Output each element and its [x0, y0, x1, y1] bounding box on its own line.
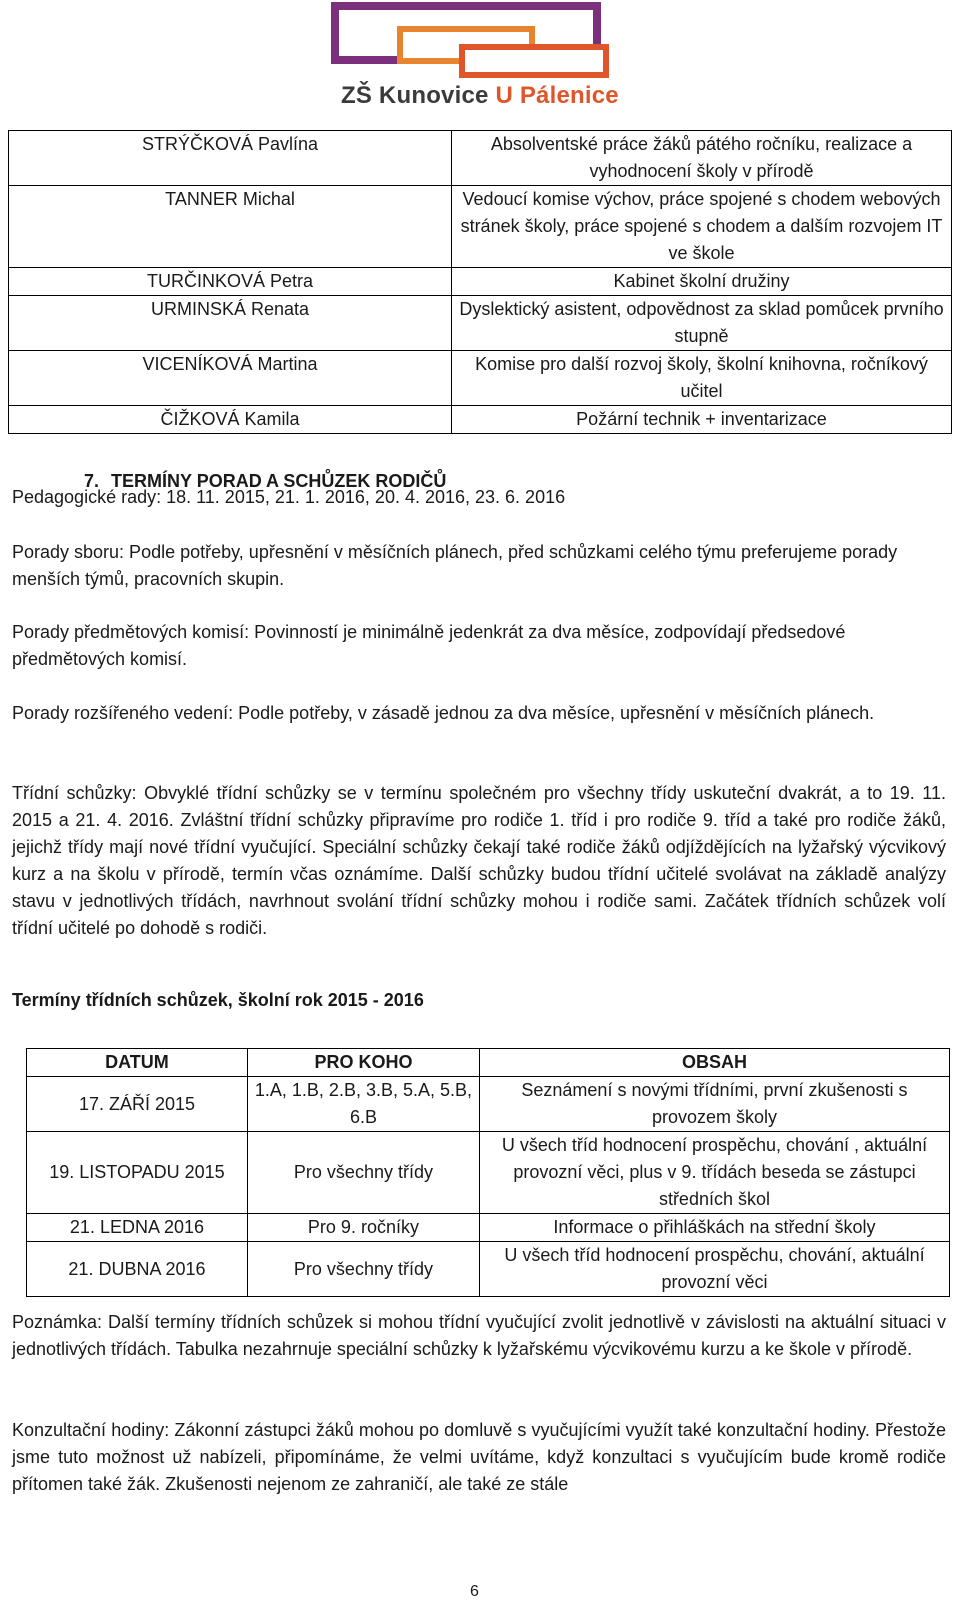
staff-duty: Komise pro další rozvoj školy, školní knihovna, ročníkový učitel: [452, 351, 952, 406]
school-logo: [331, 2, 627, 114]
staff-name: STRÝČKOVÁ Pavlína: [9, 131, 452, 186]
table-row: [9, 351, 952, 406]
meeting-audience: Pro 9. ročníky: [247, 1214, 479, 1242]
staff-duty: Absolventské práce žáků pátého ročníku, realizace a vyhodnocení školy v přírodě: [452, 131, 952, 186]
meeting-audience: 1.A, 1.B, 2.B, 3.B, 5.A, 5.B, 6.B: [247, 1077, 479, 1132]
meeting-audience: Pro všechny třídy: [247, 1242, 479, 1297]
table-row: [27, 1077, 950, 1132]
staff-name: VICENÍKOVÁ Martina: [9, 351, 452, 406]
section-title: TERMÍNY PORAD A SCHŮZEK RODIČŮ: [111, 471, 447, 491]
meeting-date: 21. LEDNA 2016: [27, 1214, 248, 1242]
staff-duty: Vedoucí komise výchov, práce spojené s chodem webových stránek školy, práce spojené s chodem a dalším rozvojem IT ve škole: [452, 186, 952, 268]
section-number: 7.: [84, 471, 100, 491]
staff-duty: Kabinet školní družiny: [452, 268, 952, 296]
table-row: [9, 406, 952, 434]
logo-graphic: [331, 2, 627, 86]
parent-meetings-table: [26, 1048, 950, 1297]
column-header-datum: DATUM: [27, 1049, 248, 1077]
table-row: [9, 131, 952, 186]
meeting-date: 19. LISTOPADU 2015: [27, 1132, 248, 1214]
meeting-date: 21. DUBNA 2016: [27, 1242, 248, 1297]
logo-wordmark: [341, 82, 619, 110]
staff-name: URMINSKÁ Renata: [9, 296, 452, 351]
paragraph-konzultacni-hodiny: Konzultační hodiny: Zákonní zástupci žáků mohou po domluvě s vyučujícími využít také konzultační hodiny. Přestože jsme tuto možnost už nabízeli, připomínáme, že velmi uvítáme, když konzultaci s vyučujícím bude kromě rodiče přítomen také žák. Zkušenosti nejenom ze zahraničí, ale také ze stále: [12, 1420, 946, 1494]
paragraph-tridni-schuzky: Třídní schůzky: Obvyklé třídní schůzky se v termínu společném pro všechny třídy uskuteční dvakrát, a to 19. 11. 2015 a 21. 4. 2016. Zvláštní třídní schůzky připravíme pro rodiče 1. tříd i pro rodiče 9. tříd a také pro rodiče žáků, jejichž třídy mají nové třídní vyučující. Speciální schůzky čekají také rodiče žáků odjíždějících na lyžařský výcvikový kurz a na školu v přírodě, termín včas oznámíme. Další schůzky budou třídní učitelé svolávat na základě analýzy stavu v jednotlivých třídách, navrhnout svolání třídní schůzky mohou i rodiče sami. Začátek třídních schůzek volí třídní učitelé po dohodě s rodiči.: [12, 783, 946, 938]
logo-text-plain: ZŠ Kunovice: [341, 82, 489, 109]
meetings-subheading: Termíny třídních schůzek, školní rok 2015 - 2016: [12, 990, 424, 1010]
table-row: [27, 1214, 950, 1242]
table-row: [9, 268, 952, 296]
table-row: [27, 1132, 950, 1214]
table-row: [9, 186, 952, 268]
meeting-date: 17. ZÁŘÍ 2015: [27, 1077, 248, 1132]
paragraph-porady-vedeni: Porady rozšířeného vedení: Podle potřeby, v zásadě jednou za dva měsíce, upřesnění v měsíčních plánech.: [12, 703, 875, 723]
staff-duty: Požární technik + inventarizace: [452, 406, 952, 434]
paragraph-porady-komisi: Porady předmětových komisí: Povinností je minimálně jedenkrát za dva měsíce, zodpovídají předsedové předmětových komisí.: [12, 622, 846, 669]
table-row: [9, 296, 952, 351]
meeting-content: Informace o přihláškách na střední školy: [479, 1214, 949, 1242]
meeting-content: U všech tříd hodnocení prospěchu, chování, aktuální provozní věci: [479, 1242, 949, 1297]
staff-name: TURČINKOVÁ Petra: [9, 268, 452, 296]
table-row: [27, 1242, 950, 1297]
staff-name: TANNER Michal: [9, 186, 452, 268]
staff-duty: Dyslektický asistent, odpovědnost za sklad pomůcek prvního stupně: [452, 296, 952, 351]
page-number: 6: [470, 1583, 479, 1600]
paragraph-pedagogicke-rady: Pedagogické rady: 18. 11. 2015, 21. 1. 2016, 20. 4. 2016, 23. 6. 2016: [12, 487, 566, 507]
logo-text-accent: U Pálenice: [495, 82, 619, 109]
paragraph-porady-sboru: Porady sboru: Podle potřeby, upřesnění v měsíčních plánech, před schůzkami celého týmu preferujeme porady menších týmů, pracovních skupin.: [12, 542, 898, 589]
table-header-row: [27, 1049, 950, 1077]
staff-duties-table: [8, 130, 952, 434]
paragraph-poznamka: Poznámka: Další termíny třídních schůzek si mohou třídní vyučující zvolit jednotlivě v závislosti na aktuální situaci v jednotlivých třídách. Tabulka nezahrnuje speciální schůzky k lyžařskému výcvikovému kurzu a ke škole v přírodě.: [12, 1312, 946, 1359]
meeting-content: Seznámení s novými třídními, první zkušenosti s provozem školy: [479, 1077, 949, 1132]
meeting-audience: Pro všechny třídy: [247, 1132, 479, 1214]
column-header-obsah: OBSAH: [479, 1049, 949, 1077]
staff-name: ČIŽKOVÁ Kamila: [9, 406, 452, 434]
meeting-content: U všech tříd hodnocení prospěchu, chování , aktuální provozní věci, plus v 9. třídách beseda se zástupci středních škol: [479, 1132, 949, 1214]
column-header-pro-koho: PRO KOHO: [247, 1049, 479, 1077]
